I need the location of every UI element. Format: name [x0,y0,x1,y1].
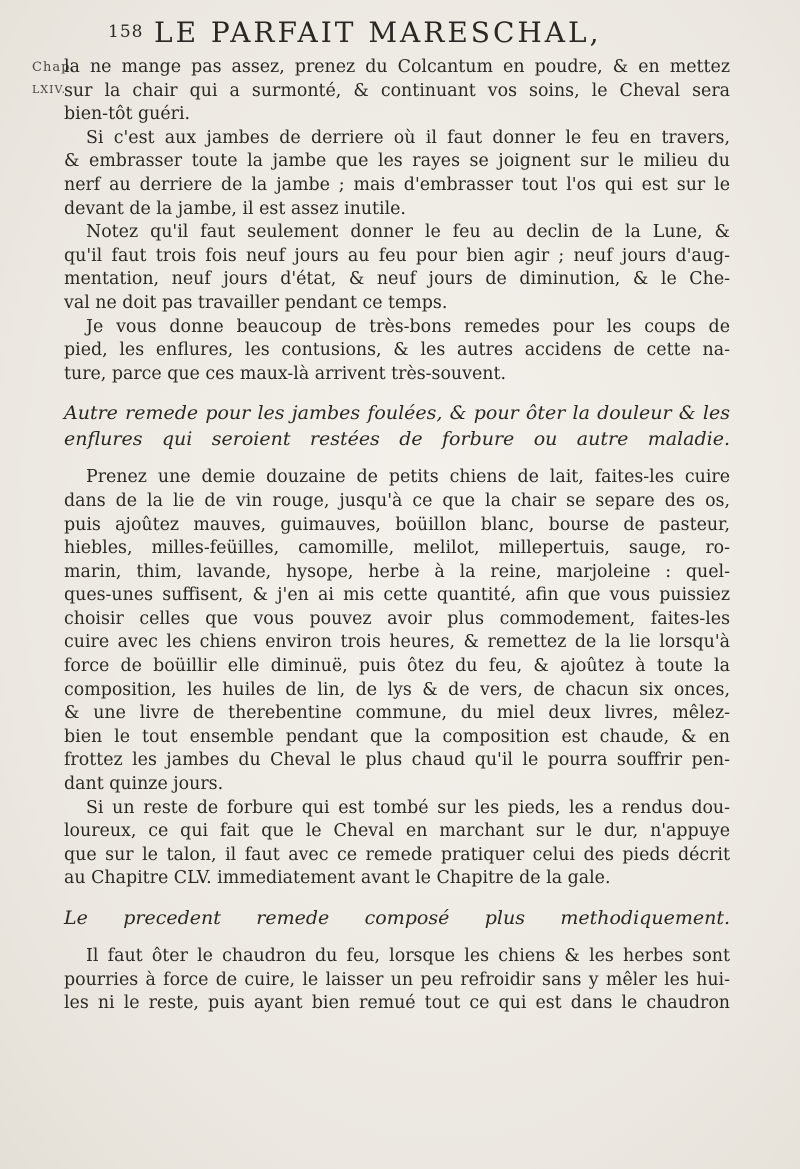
text-line: bien le tout ensemble pendant que la composition est chaude, & en [64,726,730,747]
text-line: devant de la jambe, il est assez inutile. [64,198,406,219]
section-heading: Autre remede pour les jambes foulées, & pour ôter la douleur & les [64,402,730,425]
text-line: Si c'est aux jambes de derriere où il faut donner le feu en travers, [86,127,730,148]
margin-chapter-number: LXIV. [32,83,66,96]
spacer [64,452,730,466]
text-line: val ne doit pas travailler pendant ce temps. [64,292,448,313]
page-header [108,14,718,52]
text-line: choisir celles que vous pouvez avoir plus commodement, faites-les [64,608,730,629]
text-line: nerf au derriere de la jambe ; mais d'embrasser tout l'os qui est sur le [64,174,730,195]
section-heading: enflures qui seroient restées de forbure ou autre maladie. [64,428,730,451]
text-line: que sur le talon, il faut avec ce remede pratiquer celui des pieds décrit [64,844,730,865]
margin-chapter-abbrev: Chap. [32,60,76,75]
text-line: mentation, neuf jours d'état, & neuf jours de diminution, & le Che- [64,269,730,290]
spacer [64,931,730,945]
text-line: & embrasser toute la jambe que les rayes se joignent sur le milieu du [64,151,730,172]
text-line: au Chapitre CLV. immediatement avant le Chapitre de la gale. [64,868,611,889]
text-line: la ne mange pas assez, prenez du Colcantum en poudre, & en mettez [64,57,730,77]
text-line: dans de la lie de vin rouge, jusqu'à ce que la chair se separe des os, [64,490,730,511]
spacer [64,386,730,400]
text-line: Il faut ôter le chaudron du feu, lorsque les chiens & les herbes sont [86,946,730,966]
running-title: LE PARFAIT MARESCHAL, [154,16,602,49]
text-block-top [64,56,730,1016]
text-line: ture, parce que ces maux-là arrivent très-souvent. [64,363,506,384]
text-line: bien-tôt guéri. [64,104,191,125]
text-line: dant quinze jours. [64,774,224,795]
text-line: qu'il faut trois fois neuf jours au feu pour bien agir ; neuf jours d'aug- [64,245,730,266]
text-line: pied, les enflures, les contusions, & les autres accidens de cette na- [64,340,730,361]
text-line: loureux, ce qui fait que le Cheval en marchant sur le dur, n'appuye [64,821,730,842]
spacer [64,891,730,905]
section-heading: Le precedent remede composé plus methodiquement. [64,907,730,929]
text-line: Prenez une demie douzaine de petits chiens de lait, faites-les cuire [86,467,730,488]
text-line: cuire avec les chiens environ trois heures, & remettez de la lie lorsqu'à [64,632,730,653]
page-number: 158 [108,22,144,42]
text-line: frottez les jambes du Cheval le plus chaud qu'il le pourra souffrir pen- [64,750,730,771]
text-line: les ni le reste, puis ayant bien remué tout ce qui est dans le chaudron [64,993,730,1014]
text-line: ques-unes suffisent, & j'en ai mis cette quantité, afin que vous puissiez [64,585,730,606]
text-line: & une livre de therebentine commune, du miel deux livres, mêlez- [64,703,730,724]
text-line: hiebles, milles-feüilles, camomille, melilot, millepertuis, sauge, ro- [64,538,730,559]
text-line: Je vous donne beaucoup de très-bons remedes pour les coups de [86,316,730,337]
text-line: Notez qu'il faut seulement donner le feu au declin de la Lune, & [86,222,730,243]
text-line: composition, les huiles de lin, de lys & de vers, de chacun six onces, [64,679,730,700]
text-line: sur la chair qui a surmonté, & continuant vos soins, le Cheval sera [64,80,730,101]
text-line: pourries à force de cuire, le laisser un peu refroidir sans y mêler les hui- [64,969,730,990]
text-line: puis ajoûtez mauves, guimauves, boüillon blanc, bourse de pasteur, [64,514,730,535]
text-line: force de boüillir elle diminuë, puis ôtez du feu, & ajoûtez à toute la [64,656,730,677]
text-line: marin, thim, lavande, hysope, herbe à la reine, marjoleine : quel- [64,561,730,582]
text-line: Si un reste de forbure qui est tombé sur les pieds, les a rendus dou- [86,797,730,818]
